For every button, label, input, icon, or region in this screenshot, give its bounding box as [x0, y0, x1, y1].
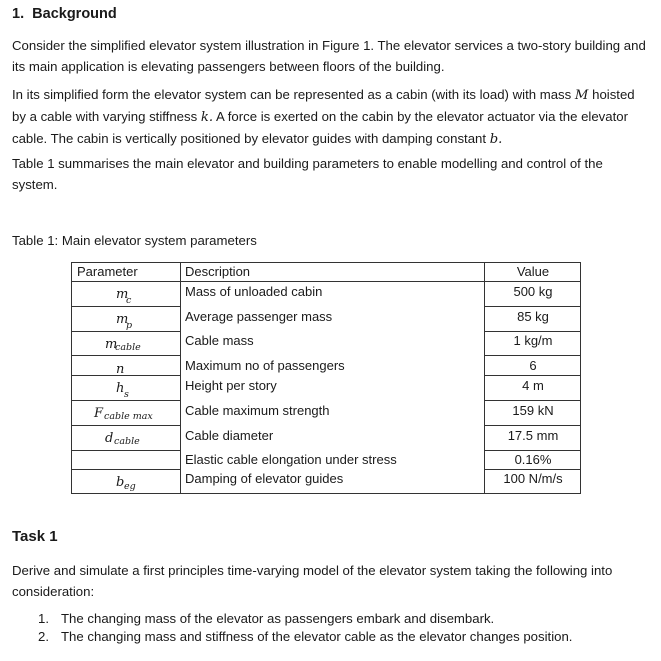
table-border-left — [71, 262, 72, 494]
table-row-rule — [484, 400, 581, 401]
description-cell: Cable diameter — [185, 428, 274, 443]
task-item-text: The changing mass and stiffness of the elevator cable as the elevator changes position. — [61, 629, 573, 644]
task-item-text: The changing mass of the elevator as passengers embark and disembark. — [61, 611, 495, 626]
value-cell: 85 kg — [517, 309, 549, 324]
table-row-rule — [484, 469, 581, 470]
table-row-rule — [71, 425, 181, 426]
table-row-rule — [484, 355, 581, 356]
task-item-number: 1. — [38, 611, 49, 626]
task-title: Task 1 — [12, 528, 58, 545]
value-cell: 100 N/m/s — [503, 471, 563, 486]
param-symbol-mp: m p — [116, 312, 133, 331]
table-row-rule — [71, 469, 181, 470]
description-cell: Elastic cable elongation under stress — [185, 452, 397, 467]
table-border-top — [71, 262, 581, 263]
param-symbol-beg: b eg — [116, 475, 136, 492]
table-row-rule — [484, 425, 581, 426]
table-row-rule — [71, 450, 181, 451]
symbol-b: b. — [489, 132, 503, 147]
table-row-rule — [71, 400, 181, 401]
description-cell: Cable mass — [185, 333, 254, 348]
task-item — [38, 611, 49, 626]
table-row-rule — [71, 306, 181, 307]
table-row-rule — [484, 450, 581, 451]
param-symbol-mc: m c — [116, 287, 132, 306]
table-caption: Table 1: Main elevator system parameters — [12, 233, 257, 248]
value-cell: 17.5 mm — [507, 428, 559, 443]
paragraph-model-text-2: hoisted by a cable with varying stiffness — [12, 87, 635, 124]
table-row-rule — [71, 375, 181, 376]
task-intro: Derive and simulate a first principles time-varying model of the elevator system taking the following into consideration: — [12, 563, 613, 599]
symbol-k: k. — [200, 110, 214, 125]
value-cell: 500 kg — [513, 284, 553, 299]
header-description: Description — [185, 264, 251, 279]
param-symbol-mcable: m cable — [105, 337, 141, 353]
value-cell: 0.16% — [514, 452, 552, 467]
value-cell: 6 — [529, 358, 537, 373]
header-parameter: Parameter — [77, 264, 138, 279]
value-cell: 1 kg/m — [513, 333, 553, 348]
description-cell: Average passenger mass — [185, 309, 333, 324]
table-row-rule — [71, 331, 181, 332]
description-cell: Damping of elevator guides — [185, 471, 344, 486]
table-col-sep-1 — [180, 262, 181, 494]
section-heading — [12, 6, 117, 22]
param-symbol-dcable: d cable — [105, 431, 140, 447]
paragraph-table-intro: Table 1 summarises the main elevator and building parameters to enable modelling and control of the system. — [12, 156, 603, 192]
value-cell: 159 kN — [512, 403, 554, 418]
table-row-rule — [484, 375, 581, 376]
section-title: Background — [32, 6, 117, 22]
paragraph-model-text-3: A force is exerted on the cabin by the elevator actuator via the elevator cable. The cabin is vertically positioned by elevator guides with damping constant — [12, 109, 629, 146]
task-item-number: 2. — [38, 629, 49, 644]
table-row-rule — [484, 331, 581, 332]
description-cell: Height per story — [185, 378, 277, 393]
section-number: 1. — [12, 6, 25, 22]
paragraph-intro: Consider the simplified elevator system illustration in Figure 1. The elevator services a two-story building and its main application is elevating passengers between floors of the building. — [12, 38, 646, 74]
table-row-rule — [484, 306, 581, 307]
symbol-M: M — [574, 88, 589, 103]
param-symbol-hs: h s — [116, 381, 129, 400]
table-header-sep — [71, 281, 581, 282]
description-cell: Maximum no of passengers — [185, 358, 345, 373]
param-symbol-n: n — [116, 362, 125, 377]
table-border-bottom — [71, 493, 581, 494]
table-row-rule — [71, 355, 181, 356]
value-cell: 4 m — [522, 378, 544, 393]
description-cell: Mass of unloaded cabin — [185, 284, 323, 299]
param-symbol-fcablemax: F cable max — [94, 406, 153, 422]
paragraph-model — [12, 84, 648, 150]
description-cell: Cable maximum strength — [185, 403, 330, 418]
paragraph-model-text-1: In its simplified form the elevator system can be represented as a cabin (with its load) with mass — [12, 87, 572, 102]
header-value: Value — [516, 264, 550, 279]
task-item — [38, 629, 49, 644]
